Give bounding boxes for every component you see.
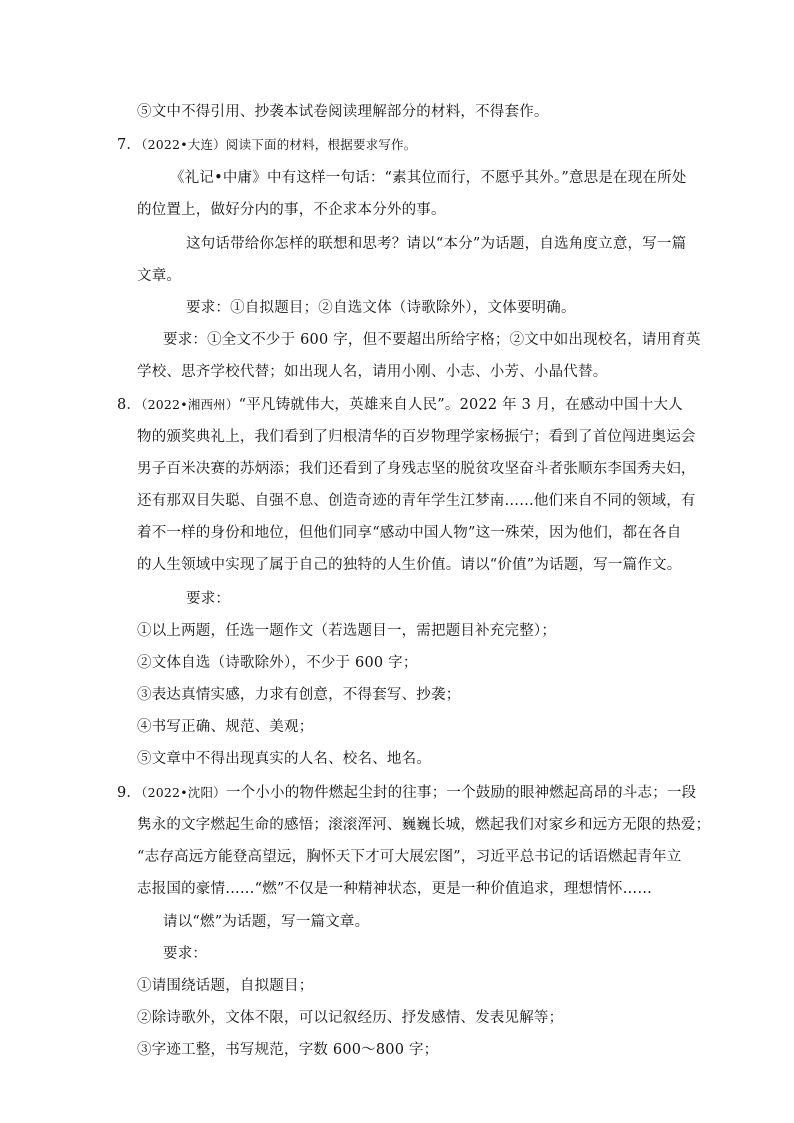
- requirement-item: ①以上两题，任选一题作文（若选题目一，需把题目补充完整）；: [137, 623, 557, 639]
- question-text: 志报国的豪情……“燃”不仅是一种精神状态，更是一种价值追求，理想情怀……: [137, 881, 653, 897]
- requirement-item: ⑤文章中不得出现真实的人名、校名、地名。: [137, 751, 431, 767]
- question-text: 隽永的文字燃起生命的感悟；滚滚浑河、巍巍长城，燃起我们对家乡和远方无限的热爱；: [137, 817, 711, 833]
- question-text: “志存高远方能登高望远，胸怀天下才可大展宏图”，习近平总书记的话语燃起青年立: [137, 849, 682, 865]
- requirement-5-continued: ⑤文中不得引用、抄袭本试卷阅读理解部分的材料，不得套作。: [137, 104, 549, 120]
- requirements-b: 学校、思齐学校代替；如出现人名，请用小刚、小志、小芳、小晶代替。: [137, 364, 608, 380]
- question-7-header: [117, 135, 416, 155]
- requirements-label: 要求：: [186, 591, 231, 607]
- question-text: 物的颁奖典礼上，我们看到了归根清华的百岁物理学家杨振宁；看到了首位闯进奥运会: [137, 429, 696, 445]
- question-text: 着不一样的身份和地位，但他们同享“感动中国人物”这一殊荣，因为他们，都在各自: [137, 525, 682, 541]
- material-text: 的位置上，做好分内的事，不企求本分外的事。: [137, 202, 446, 218]
- prompt-text: 文章。: [137, 268, 182, 284]
- prompt-text: 请以“燃”为话题，写一篇文章。: [163, 914, 370, 930]
- question-8-header: [117, 395, 683, 415]
- requirements-a: 要求：①自拟题目；②自选文体（诗歌除外），文体要明确。: [186, 300, 576, 316]
- question-source: （2022•大连）: [141, 137, 226, 152]
- requirement-item: ②文体自选（诗歌除外），不少于 600 字；: [137, 655, 418, 671]
- question-text: 的人生领域中实现了属于自己的独特的人生价值。请以“价值”为话题，写一篇作文。: [137, 557, 682, 573]
- requirement-item: ③表达真情实感，力求有创意，不得套写、抄袭；: [137, 687, 461, 703]
- question-source: （2022•沈阳）: [141, 785, 226, 800]
- requirement-item: ③字迹工整，书写规范，字数 600～800 字；: [137, 1042, 439, 1058]
- question-text: 一个小小的物件燃起尘封的往事；一个鼓励的眼神燃起高昂的斗志；一段: [225, 785, 697, 801]
- question-prompt: 阅读下面的材料，根据要求写作。: [225, 137, 417, 152]
- question-number: 7．: [117, 137, 142, 153]
- question-text: 还有那双目失聪、自强不息、创造奇迹的青年学生江梦南……他们来自不同的领域，有: [137, 493, 696, 509]
- requirement-item: ①请围绕话题，自拟题目；: [137, 978, 314, 994]
- material-text: 《礼记•中庸》中有这样一句话：“素其位而行，不愿乎其外。”意思是在现在所处: [170, 170, 687, 186]
- question-number: 8．: [117, 397, 142, 413]
- question-text: “平凡铸就伟大，英雄来自人民”。2022 年 3 月，在感动中国十大人: [238, 397, 683, 413]
- question-text: 男子百米决赛的苏炳添；我们还看到了身残志坚的脱贫攻坚奋斗者张顺东李国秀夫妇，: [137, 461, 696, 477]
- requirement-item: ④书写正确、规范、美观；: [137, 719, 314, 735]
- question-9-header: [117, 783, 696, 803]
- requirements-label: 要求：: [163, 946, 208, 962]
- question-number: 9．: [117, 785, 142, 801]
- prompt-text: 这句话带给你怎样的联想和思考？请以“本分”为话题，自选角度立意，写一篇: [186, 236, 687, 252]
- requirement-item: ②除诗歌外，文体不限，可以记叙经历、抒发感情、发表见解等；: [137, 1010, 564, 1026]
- requirements-b: 要求：①全文不少于 600 字，但不要超出所给字格；②文中如出现校名，请用育英: [163, 332, 701, 348]
- question-source: （2022•湘西州）: [141, 397, 239, 412]
